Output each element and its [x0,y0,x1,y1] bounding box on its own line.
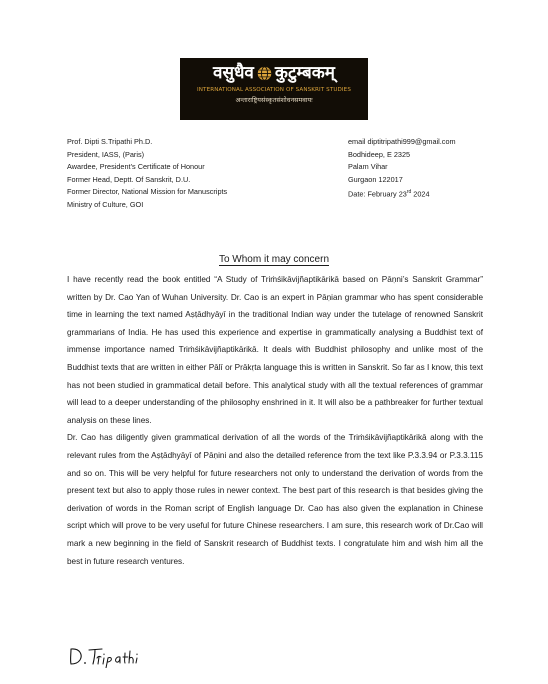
logo-organization-name: INTERNATIONAL ASSOCIATION OF SANSKRIT STUDIES [197,87,351,93]
handwritten-signature [68,646,158,668]
address-line-2: Palam Vihar [348,162,388,171]
address-line-1: Bodhideep, E 2325 [348,149,411,159]
address-line-3: Gurgaon 122017 [348,174,403,184]
date-year: 2024 [411,189,430,199]
sender-award: Awardee, President’s Certificate of Honour [67,162,205,171]
date-text: Date: February 23 [348,189,407,199]
sender-name: Prof. Dipti S.Tripathi Ph.D. [67,137,153,146]
sender-former-director: Former Director, National Mission for Manuscripts [67,187,228,196]
sender-block [67,136,327,211]
logo-sanskrit-name: अन्ताराष्ट्रियसंस्कृतसंशोधनसमवायः [235,96,313,104]
sender-ministry: Ministry of Culture, GOI [67,199,144,209]
letter-title-text: To Whom it may concern [218,254,330,265]
logo-word-right: कुटुम्बकम् [274,63,335,83]
date-line [348,186,518,201]
date-ordinal: rd [406,189,412,195]
globe-icon [257,66,272,81]
logo-motto-devanagari [213,63,335,83]
body-paragraph: I have recently read the book entitled “A Study of Triṁśikāvijñaptikārikā based on Pāṇni’s Sanskrit Grammar” written by Dr. Cao Yan of Wuhan University. Dr. Cao is an expert in Pāṇian grammar who has spent considerable time in learning the text named Aṣṭādhyāyī in the traditional Indian way under the tutelage of renowned Sanskrit grammarians of India. He has used this experience and expertise in grammatically analysing a Buddhist text of immense importance named Triṁśikāvijñaptikārikā. It deals with Buddhist philosophy and unlike most of the Buddhist texts that are written in either Pālī or Prākṛta language this is written in Sanskrit. So far as I know, this text has not been studied in grammatical detail before. This analytical study with all the textual references of grammar will lead to a deeper understanding of the philosophy enshrined in it. It will also be a pathbreaker for further textual analysis on these lines. [67,275,483,425]
email-line: email diptitripathi999@gmail.com [348,137,456,146]
letter-title [0,254,548,265]
sender-former-head: Former Head, Deptt. Of Sanskrit, D.U. [67,174,191,184]
logo-word-left: वसुधैव [213,63,254,83]
association-logo [180,58,368,120]
letter-body [67,271,483,570]
address-block [348,136,518,201]
body-paragraph: Dr. Cao has diligently given grammatical derivation of all the words of the Triṁśikāvijñaptikārikā along with the relevant rules from the Aṣṭādhyāyī of Pāṇini and also the detailed reference from the text like P.3.3.94 or P.3.3.115 and so on. This will be very helpful for future researchers not only to understand the derivation of words from the present text but also to apply those rules in newer context. The best part of this research is that besides giving the derivation of words in the Roman script of English language Dr. Cao has also given the explanation in Chinese script which will prove to be very useful for future Chinese researchers. I am sure, this research work of Dr.Cao will mark a new beginning in the field of Sanskrit research of Buddhist texts. I congratulate him and wish him all the best in future research ventures. [67,433,483,566]
sender-title: President, IASS, (Paris) [67,149,145,159]
